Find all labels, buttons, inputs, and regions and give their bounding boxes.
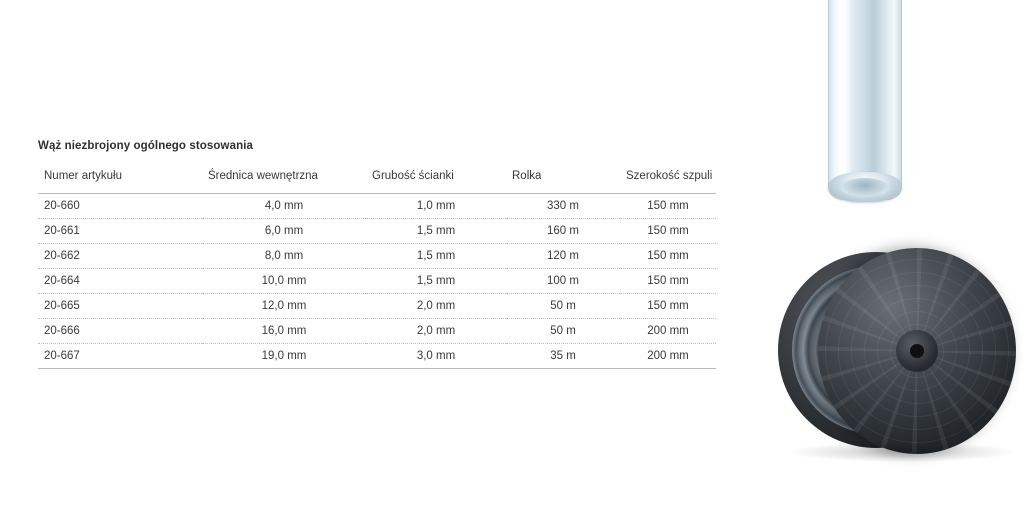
column-header-spool-width: Szerokość szpuli	[620, 170, 716, 194]
cell-inner-diameter: 12,0 mm	[202, 294, 366, 319]
cell-roll-length: 50 m	[506, 294, 620, 319]
spool-hub-hole	[910, 344, 924, 358]
specification-table	[38, 170, 716, 369]
table-row	[38, 219, 716, 244]
column-header-roll-length: Rolka	[506, 170, 620, 194]
cell-roll-length: 35 m	[506, 344, 620, 369]
cell-wall-thickness: 1,5 mm	[366, 269, 506, 294]
cell-article-number: 20-664	[38, 269, 202, 294]
cell-article-number: 20-660	[38, 194, 202, 219]
cell-spool-width: 200 mm	[620, 344, 716, 369]
tube-bore	[841, 178, 889, 197]
cell-spool-width: 200 mm	[620, 319, 716, 344]
cell-wall-thickness: 1,5 mm	[366, 219, 506, 244]
table-row	[38, 319, 716, 344]
tube-highlight	[842, 0, 851, 178]
cell-inner-diameter: 19,0 mm	[202, 344, 366, 369]
cell-inner-diameter: 6,0 mm	[202, 219, 366, 244]
cell-article-number: 20-661	[38, 219, 202, 244]
tube-body	[828, 0, 902, 200]
cell-roll-length: 100 m	[506, 269, 620, 294]
table-row	[38, 344, 716, 369]
cell-roll-length: 160 m	[506, 219, 620, 244]
spool-shadow	[790, 442, 1014, 462]
table-body	[38, 194, 716, 369]
cell-article-number: 20-662	[38, 244, 202, 269]
cell-wall-thickness: 1,5 mm	[366, 244, 506, 269]
table-row	[38, 244, 716, 269]
cell-spool-width: 150 mm	[620, 294, 716, 319]
table-header-row	[38, 170, 716, 194]
cell-spool-width: 150 mm	[620, 219, 716, 244]
cell-article-number: 20-665	[38, 294, 202, 319]
cell-inner-diameter: 8,0 mm	[202, 244, 366, 269]
cell-inner-diameter: 10,0 mm	[202, 269, 366, 294]
cell-spool-width: 150 mm	[620, 269, 716, 294]
table-row	[38, 269, 716, 294]
column-header-inner-diameter: Średnica wewnętrzna	[202, 170, 366, 194]
hose-spool-photo	[770, 246, 1016, 460]
specification-block	[38, 140, 718, 369]
column-header-wall-thickness: Grubość ścianki	[366, 170, 506, 194]
cell-article-number: 20-666	[38, 319, 202, 344]
cell-wall-thickness: 2,0 mm	[366, 294, 506, 319]
cell-wall-thickness: 2,0 mm	[366, 319, 506, 344]
cell-spool-width: 150 mm	[620, 244, 716, 269]
table-row	[38, 294, 716, 319]
cell-inner-diameter: 16,0 mm	[202, 319, 366, 344]
cell-spool-width: 150 mm	[620, 194, 716, 219]
cell-article-number: 20-667	[38, 344, 202, 369]
cell-roll-length: 330 m	[506, 194, 620, 219]
product-images	[760, 0, 1028, 515]
column-header-article-number: Numer artykułu	[38, 170, 202, 194]
section-title: Wąż niezbrojony ogólnego stosowania	[38, 140, 253, 152]
cell-wall-thickness: 1,0 mm	[366, 194, 506, 219]
table-head	[38, 170, 716, 194]
cell-roll-length: 50 m	[506, 319, 620, 344]
table-row	[38, 194, 716, 219]
cell-inner-diameter: 4,0 mm	[202, 194, 366, 219]
cell-roll-length: 120 m	[506, 244, 620, 269]
cell-wall-thickness: 3,0 mm	[366, 344, 506, 369]
